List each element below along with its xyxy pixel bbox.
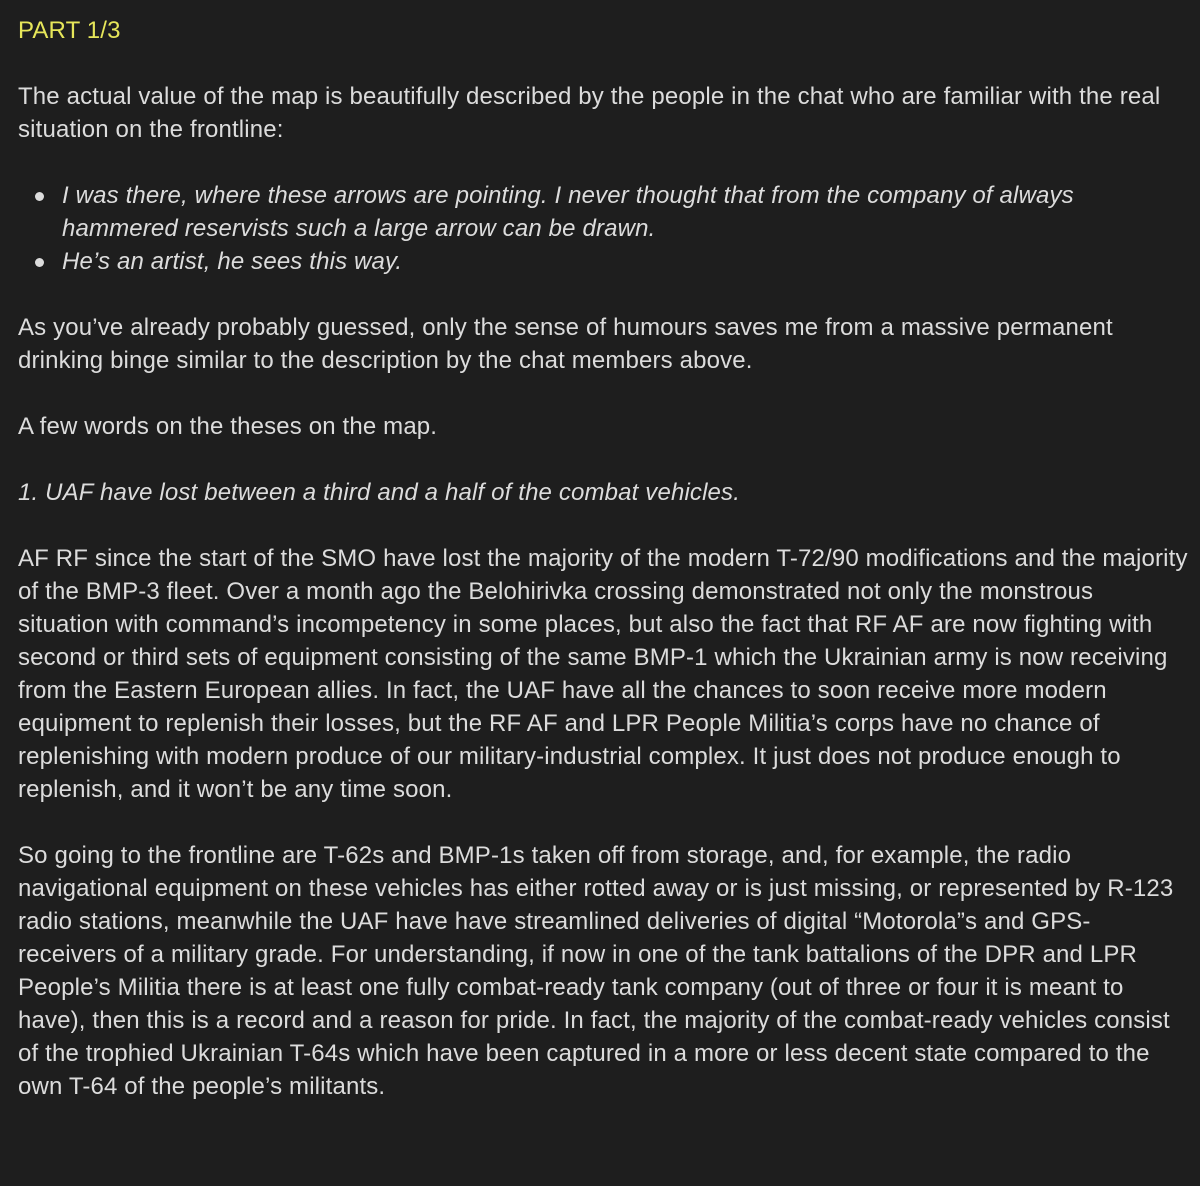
theses-intro-paragraph: A few words on the theses on the map. (18, 413, 438, 440)
quote-text: I was there, where these arrows are pointing. I never thought that from the company of always hammered reservists such a large arrow can be drawn. (62, 182, 1074, 242)
intro-paragraph: The actual value of the map is beautifully described by the people in the chat who are familiar with the real situation on the frontline: (18, 83, 1161, 143)
document-body (18, 14, 1188, 1136)
quote-item (62, 179, 1188, 245)
humour-paragraph: As you’ve already probably guessed, only the sense of humours saves me from a massive permanent drinking binge similar to the description by the chat members above. (18, 314, 1113, 374)
thesis-1-heading: 1. UAF have lost between a third and a half of the combat vehicles. (18, 479, 741, 506)
af-rf-losses-paragraph: AF RF since the start of the SMO have lost the majority of the modern T-72/90 modifications and the majority of the BMP-3 fleet. Over a month ago the Belohirivka crossing demonstrated not only the monstrous situation with command’s incompetency in some places, but also the fact that RF AF are now fighting with second or third sets of equipment consisting of the same BMP-1 which the Ukrainian army is now receiving from the Eastern European allies. In fact, the UAF have all the chances to soon receive more modern equipment to replenish their losses, but the RF AF and LPR People Militia’s corps have no chance of replenishing with modern produce of our military-industrial complex. It just does not produce enough to replenish, and it won’t be any time soon. (18, 545, 1188, 803)
quote-item (62, 245, 1188, 278)
bullet-icon (35, 258, 44, 267)
bullet-icon (35, 192, 44, 201)
quote-list (18, 179, 1188, 278)
part-header: PART 1/3 (18, 17, 121, 44)
quote-text: He’s an artist, he sees this way. (62, 248, 403, 275)
frontline-paragraph: So going to the frontline are T-62s and BMP-1s taken off from storage, and, for example, the radio navigational equipment on these vehicles has either rotted away or is just missing, or represented by R-123 radio stations, meanwhile the UAF have have streamlined deliveries of digital “Motorola”s and GPS-receivers of a military grade. For understanding, if now in one of the tank battalions of the DPR and LPR People’s Militia there is at least one fully combat-ready tank company (out of three or four it is meant to have), then this is a record and a reason for pride. In fact, the majority of the combat-ready vehicles consist of the trophied Ukrainian T-64s which have been captured in a more or less decent state compared to the own T-64 of the people’s militants. (18, 842, 1174, 1100)
